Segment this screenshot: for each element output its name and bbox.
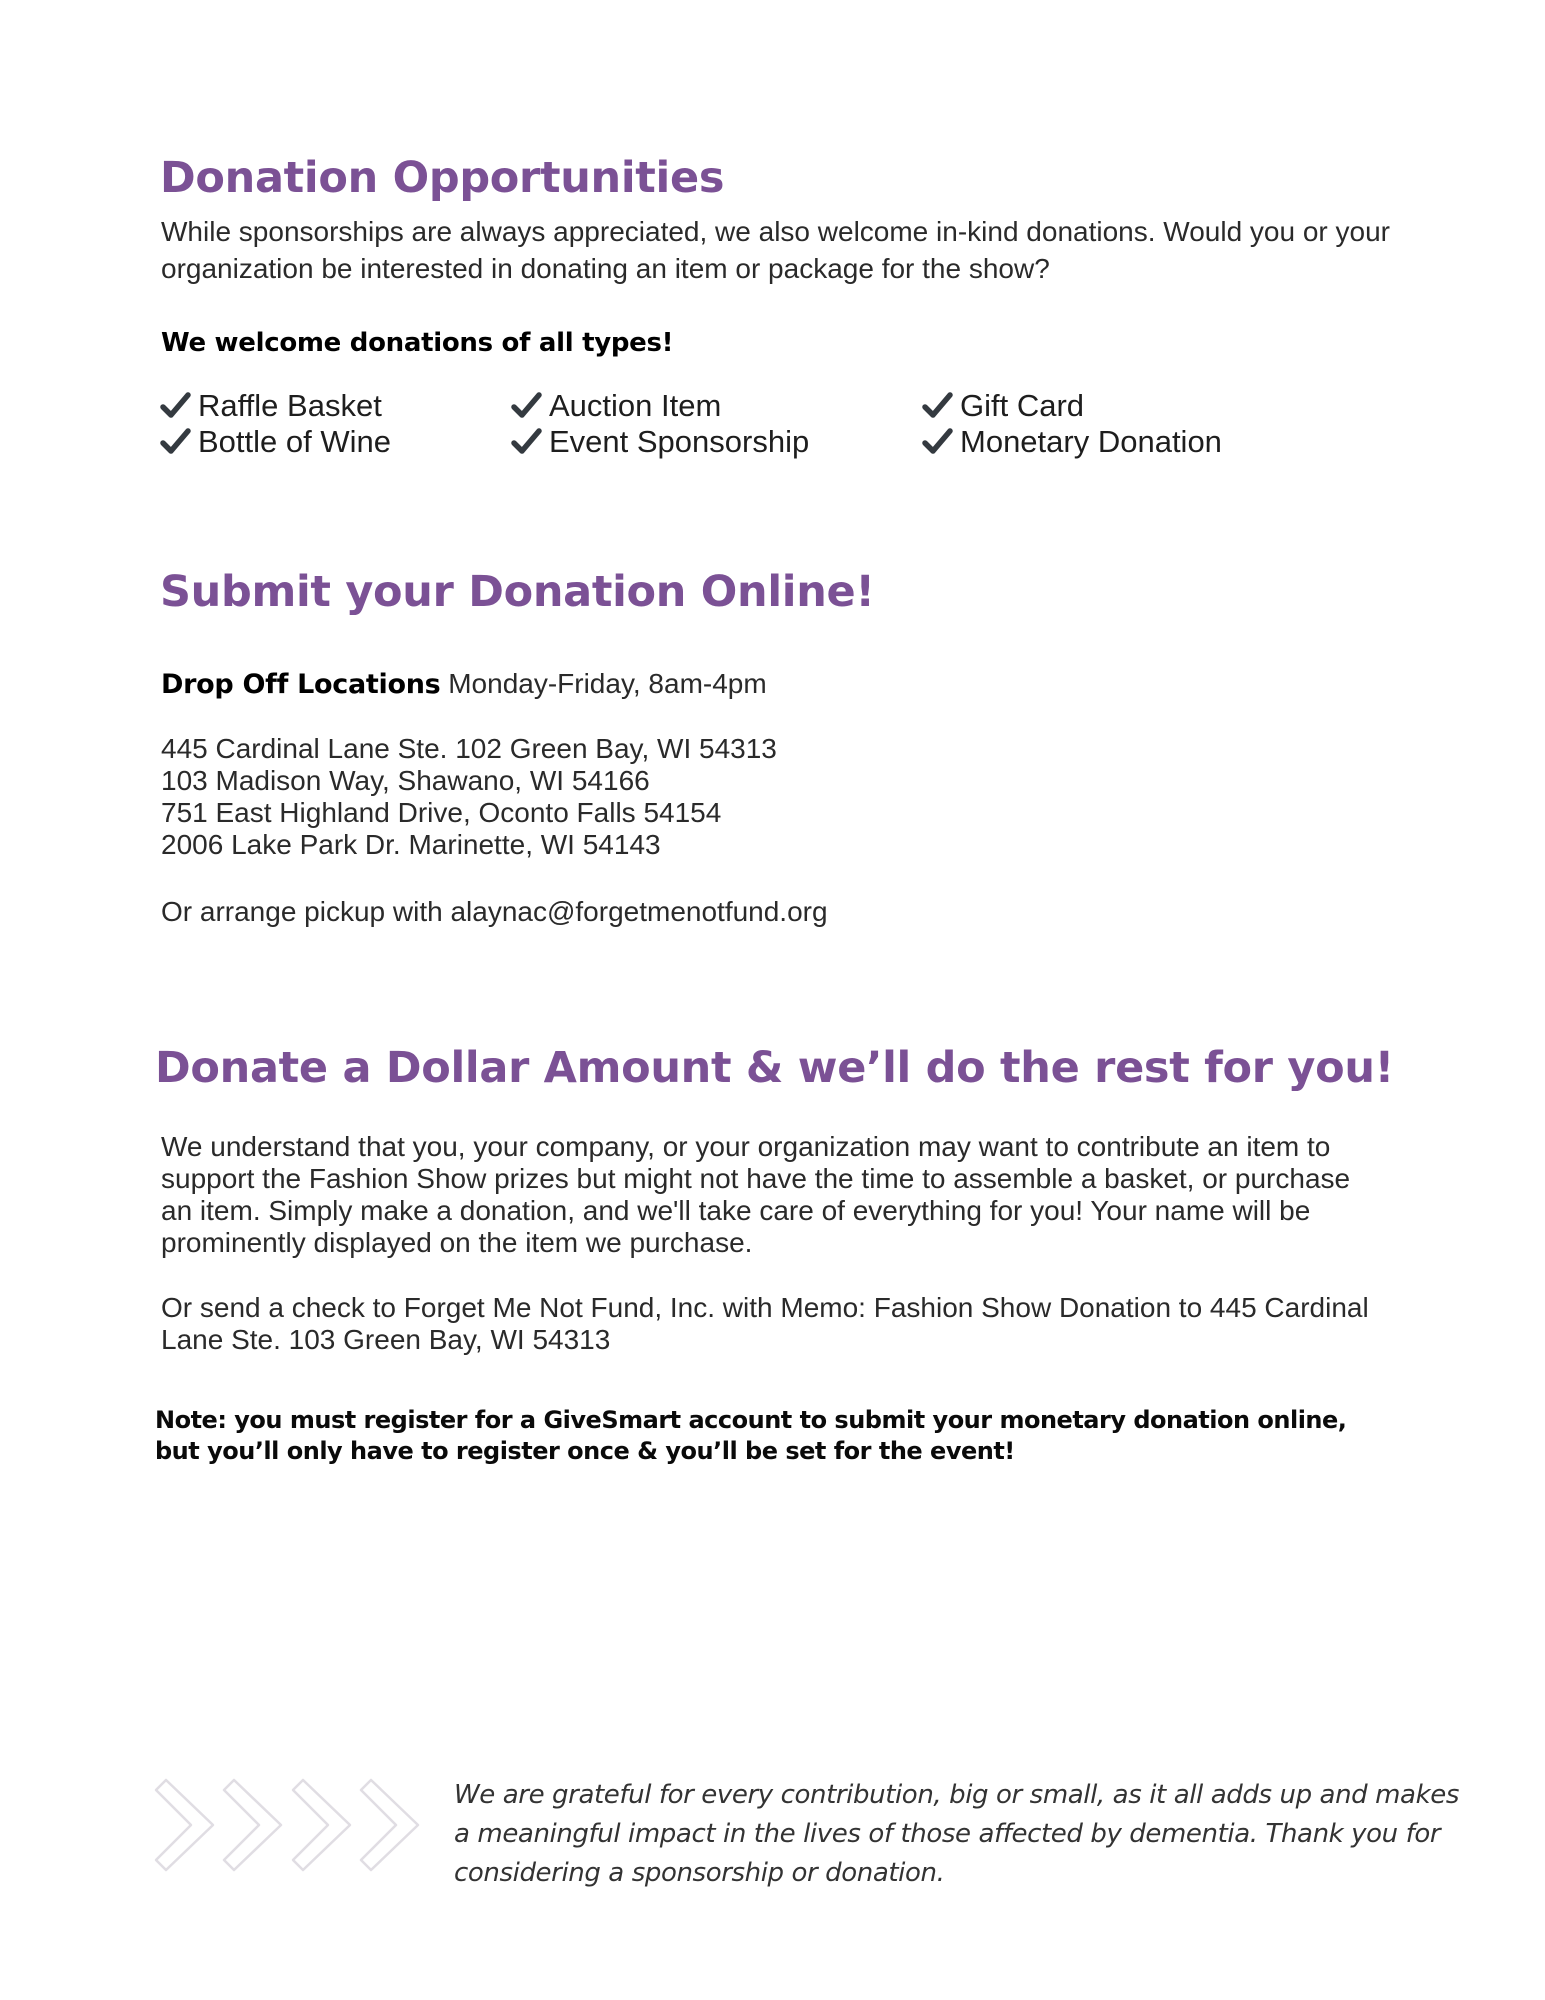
note-line: but you’ll only have to register once & you’ll be set for the event! xyxy=(155,1437,1015,1465)
chevron-right-icon xyxy=(224,1780,281,1870)
checklist-label: Bottle of Wine xyxy=(198,424,391,459)
checklist-item xyxy=(160,424,391,460)
section-title-donation-opportunities: Donation Opportunities xyxy=(160,153,725,203)
chevron-decoration xyxy=(150,1775,425,1875)
checklist-item xyxy=(922,424,1222,460)
address-line: 751 East Highland Drive, Oconto Falls 54154 xyxy=(161,797,722,828)
check-icon xyxy=(511,391,543,421)
check-icon xyxy=(922,427,954,457)
note-line: Note: you must register for a GiveSmart account to submit your monetary donation online, xyxy=(155,1406,1347,1434)
paragraph-line: an item. Simply make a donation, and we'll take care of everything for you! Your name will be xyxy=(161,1195,1311,1226)
section-title-donate-dollar-amount: Donate a Dollar Amount & we’ll do the rest for you! xyxy=(155,1043,1394,1093)
dropoff-label: Drop Off Locations xyxy=(161,669,441,700)
chevron-right-icon xyxy=(293,1780,350,1870)
check-icon xyxy=(160,391,192,421)
checklist-item xyxy=(160,388,382,424)
checklist-label: Raffle Basket xyxy=(198,388,382,423)
intro-line: organization be interested in donating an item or package for the show? xyxy=(161,253,1050,284)
paragraph-line: Lane Ste. 103 Green Bay, WI 54313 xyxy=(161,1324,611,1355)
dropoff-address-list xyxy=(161,733,777,861)
check-icon xyxy=(922,391,954,421)
checklist-label: Event Sponsorship xyxy=(549,424,810,459)
checklist-label: Monetary Donation xyxy=(960,424,1222,459)
intro-line: While sponsorships are always appreciated, we also welcome in-kind donations. Would you or your xyxy=(161,216,1390,247)
address-line: 103 Madison Way, Shawano, WI 54166 xyxy=(161,765,650,796)
section-title-submit-online: Submit your Donation Online! xyxy=(160,567,875,617)
chevron-right-icon xyxy=(361,1780,418,1870)
pickup-text: Or arrange pickup with alaynac@forgetmenotfund.org xyxy=(161,896,828,927)
quote-line: considering a sponsorship or donation. xyxy=(454,1858,945,1888)
check-icon xyxy=(511,427,543,457)
quote-line: a meaningful impact in the lives of those affected by dementia. Thank you for xyxy=(454,1819,1441,1849)
donate-explanation-paragraph xyxy=(161,1131,1350,1259)
checklist-label: Auction Item xyxy=(549,388,722,423)
checklist-label: Gift Card xyxy=(960,388,1085,423)
paragraph-line: We understand that you, your company, or your organization may want to contribute an item to xyxy=(161,1131,1331,1162)
paragraph-line: support the Fashion Show prizes but might not have the time to assemble a basket, or purchase xyxy=(161,1163,1351,1194)
dropoff-hours: Monday-Friday, 8am-4pm xyxy=(448,668,767,699)
dropoff-row xyxy=(161,667,767,702)
quote-line: We are grateful for every contribution, big or small, as it all adds up and makes xyxy=(454,1780,1459,1810)
address-line: 2006 Lake Park Dr. Marinette, WI 54143 xyxy=(161,829,661,860)
checklist-item xyxy=(922,388,1084,424)
closing-quote xyxy=(454,1776,1459,1893)
paragraph-line: Or send a check to Forget Me Not Fund, Inc. with Memo: Fashion Show Donation to 445 Cardinal xyxy=(161,1292,1369,1323)
paragraph-line: prominently displayed on the item we purchase. xyxy=(161,1227,753,1258)
intro-paragraph xyxy=(161,213,1390,287)
donation-types-subhead: We welcome donations of all types! xyxy=(161,328,674,358)
givesmart-registration-note xyxy=(155,1405,1346,1467)
checklist-item xyxy=(511,424,809,460)
check-icon xyxy=(160,427,192,457)
checklist-item xyxy=(511,388,721,424)
chevron-right-icon xyxy=(156,1780,213,1870)
address-line: 445 Cardinal Lane Ste. 102 Green Bay, WI 54313 xyxy=(161,733,777,764)
check-mailing-paragraph xyxy=(161,1292,1369,1356)
